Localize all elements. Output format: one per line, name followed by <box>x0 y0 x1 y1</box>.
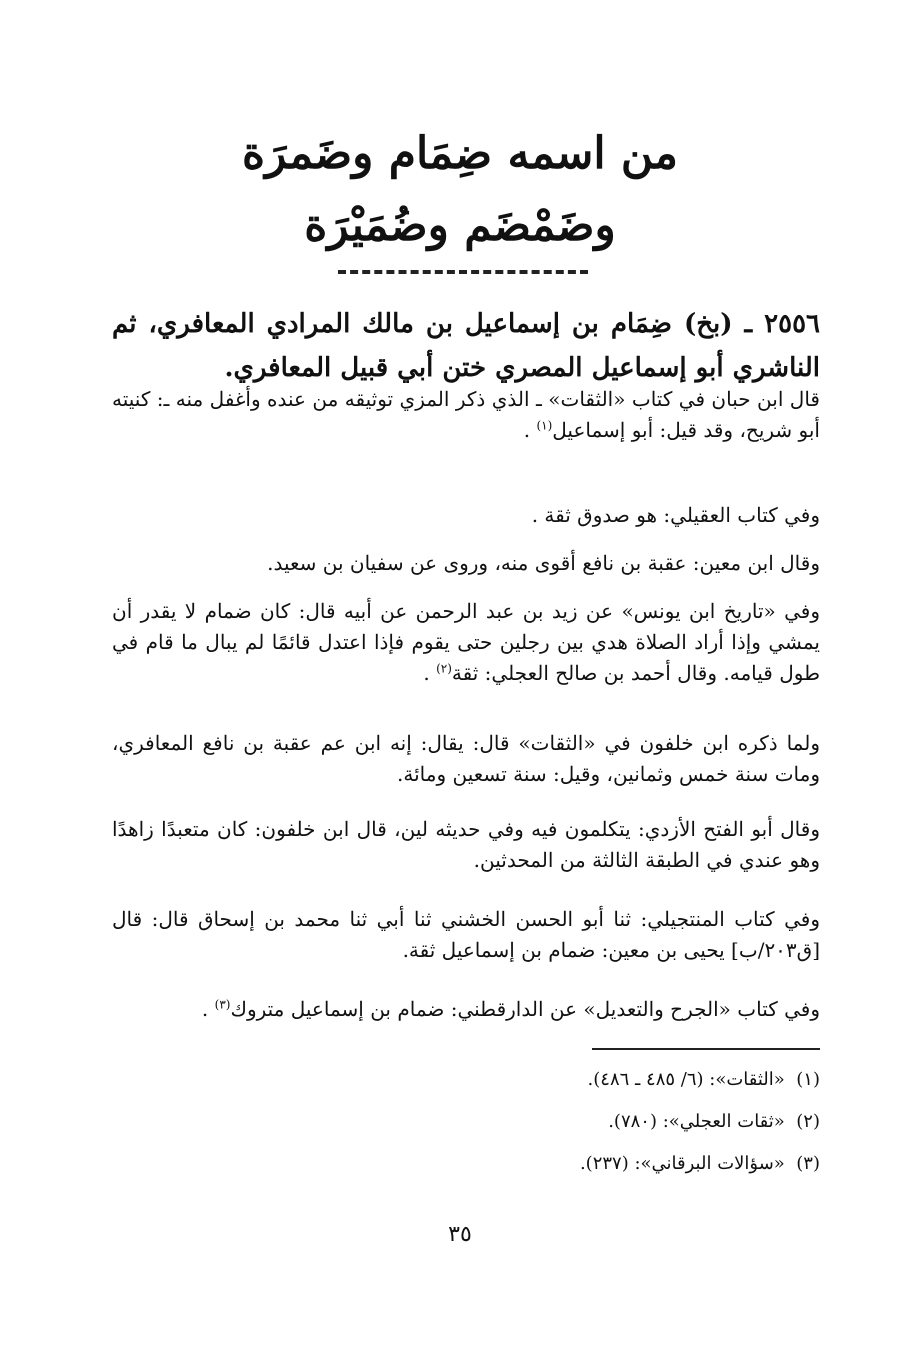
footnote-ref: (٣) <box>214 997 231 1012</box>
paragraph <box>112 548 820 579</box>
paragraph <box>112 904 820 966</box>
paragraph-text: وفي كتاب «الجرح والتعديل» عن الدارقطني: ضمام بن إسماعيل متروك <box>230 997 820 1021</box>
heading-divider <box>338 270 588 274</box>
footnote-text: «سؤالات البرقاني»: (٢٣٧). <box>579 1153 785 1174</box>
paragraph <box>112 596 820 689</box>
paragraph-text: وفي كتاب العقيلي: هو صدوق ثقة . <box>531 503 820 527</box>
paragraph <box>112 384 820 446</box>
footnote-number: (٣) <box>796 1153 820 1174</box>
paragraph-text: وقال ابن معين: عقبة بن نافع أقوى منه، وروى عن سفيان بن سعيد. <box>267 551 820 575</box>
paragraph <box>112 500 820 531</box>
paragraph-text: وفي كتاب المنتجيلي: ثنا أبو الحسن الخشني ثنا أبي ثنا محمد بن إسحاق قال: قال [ق٢٠٣/ب] يحيى بن معين: ضمام بن إسماعيل ثقة. <box>112 907 820 962</box>
footnote <box>300 1150 820 1178</box>
paragraph <box>112 728 820 790</box>
paragraph-end: . <box>201 997 215 1021</box>
paragraph <box>112 994 820 1025</box>
footnote-divider <box>592 1048 820 1050</box>
chapter-heading-line2: وضَمْضَم وضُمَيْرَة <box>304 200 616 251</box>
entry-heading: ٢٥٥٦ ـ (بخ) ضِمَام بن إسماعيل بن مالك المرادي المعافري، ثم الناشري أبو إسماعيل المصري ختن أبي قبيل المعافري. <box>112 309 820 383</box>
paragraph-end: . <box>523 418 537 442</box>
paragraph-text: ولما ذكره ابن خلفون في «الثقات» قال: يقال: إنه ابن عم عقبة بن نافع المعافري، ومات سنة خمس وثمانين، وقيل: سنة تسعين ومائة. <box>112 731 820 786</box>
page-number: ٣٥ <box>448 1222 472 1247</box>
footnote <box>300 1108 820 1136</box>
paragraph-text: وقال أبو الفتح الأزدي: يتكلمون فيه وفي حديثه لين، قال ابن خلفون: كان متعبدًا زاهدًا وهو عندي في الطبقة الثالثة من المحدثين. <box>112 817 820 872</box>
paragraph-text: وفي «تاريخ ابن يونس» عن زيد بن عبد الرحمن عن أبيه قال: كان ضمام لا يقدر أن يمشي وإذا أراد الصلاة هدي بين رجلين حتى يقوم فإذا اعتدل قائمًا لم يبال ما قام في طول قيامه. وقال أحمد بن صالح العجلي: ثقة <box>112 599 820 685</box>
chapter-heading-line1: من اسمه ضِمَام وضَمرَة <box>242 128 678 179</box>
footnote-number: (١) <box>796 1069 820 1090</box>
footnote <box>300 1066 820 1094</box>
footnote-text: «ثقات العجلي»: (٧٨٠). <box>608 1111 785 1132</box>
footnote-ref: (٢) <box>436 661 452 676</box>
paragraph-end: . <box>423 661 437 685</box>
footnote-ref: (١) <box>536 418 553 433</box>
paragraph <box>112 814 820 876</box>
footnote-text: «الثقات»: (٦/ ٤٨٥ ـ ٤٨٦). <box>587 1069 785 1090</box>
footnote-number: (٢) <box>796 1111 820 1132</box>
paragraph-text: قال ابن حبان في كتاب «الثقات» ـ الذي ذكر المزي توثيقه من عنده وأغفل منه ـ: كنيته أبو شريح، وقد قيل: أبو إسماعيل <box>112 387 820 442</box>
